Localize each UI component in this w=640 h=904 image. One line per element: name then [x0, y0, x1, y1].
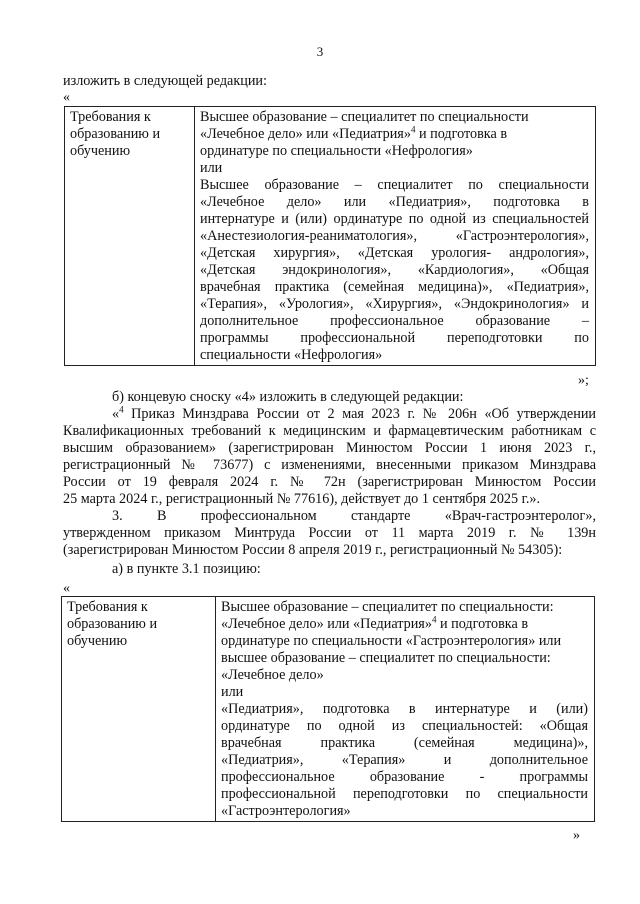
- intro-line: изложить в следующей редакции:: [63, 73, 267, 89]
- table-right-cell: Высшее образование – специалитет по специальности: «Лечебное дело» или «Педиатрия»$^4$ и подготовка в ординатуре по специальности «Гастроэнтерология» или высшее образование – специалитет по специальности: «Лечебное дело» или «Педиатрия», подготовка в интернатуре и (или) ординатуре по одной из специальностей: «Общая врачебная практика (семейная медицина)», «Педиатрия», «Терапия» и дополнительное профессиональное образование - программы профессиональной переподготовки по специальности «Гастроэнтерология»: [216, 597, 595, 822]
- footnote-line-1: «$^4$ Приказ Минздрава России от 2 мая 2023 г. № 206н «Об утверждении: [112, 404, 596, 422]
- line-with-footnote-ref: «Лечебное дело» или «Педиатрия»$^4$ и подготовка в: [200, 124, 508, 142]
- close-quote: »;: [578, 373, 589, 388]
- open-quote: «: [63, 581, 70, 596]
- table-left-cell: Требования к образованию и обучению: [65, 107, 195, 366]
- open-quote: «: [63, 90, 70, 105]
- footnote-line-5: России от 19 февраля 2024 г. № 72н (зарегистрирован Минюстом России: [63, 474, 596, 490]
- table-right-cell: Высшее образование – специалитет по специальности «Лечебное дело» или «Педиатрия»$^4$ и подготовка в ординатуре по специальности «Нефрология» или Высшее образование – специалитет по специальности «Лечебное дело» или «Педиатрия», подготовка в интернатуре и (или) ординатуре по одной из специальностей «Анестезиология-реаниматология», «Гастроэнтерология», «Детская хирургия», «Детская урология- андрология», «Детская эндокринология», «Кардиология», «Общая врачебная практика (семейная медицина)», «Педиатрия», «Терапия», «Урология», «Хирургия», «Эндокринология» и дополнительное профессиональное образование – программы профессиональной переподготовки по специальности «Нефрология»: [195, 107, 596, 366]
- paragraph-a: а) в пункте 3.1 позицию:: [112, 561, 261, 577]
- line-with-footnote-ref: «Лечебное дело» или «Педиатрия»$^4$ и подготовка в: [221, 614, 529, 632]
- requirements-table-gastroenterology: [61, 596, 595, 822]
- item3-line-1: 3. В профессиональном стандарте «Врач-гастроэнтеролог»,: [112, 508, 596, 524]
- page-number: 3: [316, 44, 324, 59]
- footnote-line-6: 25 марта 2024 г., регистрационный № 77616), действует до 1 сентября 2025 г.».: [63, 491, 541, 507]
- item3-line-3: (зарегистрирован Минюстом России 8 апреля 2019 г., регистрационный № 54305):: [63, 542, 563, 558]
- item3-line-2: утвержденном приказом Минтруда России от 11 марта 2019 г. № 139н: [63, 525, 596, 541]
- close-quote: »: [573, 828, 580, 843]
- requirements-table-nephrology: [64, 106, 596, 366]
- footnote-line-4: регистрационный № 73677) с изменениями, внесенными приказом Минздрава: [63, 457, 596, 473]
- paragraph-b: б) концевую сноску «4» изложить в следующей редакции:: [112, 389, 464, 405]
- footnote-line-2: Квалификационных требований к медицинским и фармацевтическим работникам с: [63, 423, 596, 439]
- footnote-line-3: высшим образованием» (зарегистрирован Минюстом России 1 июня 2023 г.,: [63, 440, 596, 456]
- table-left-cell: Требования к образованию и обучению: [62, 597, 216, 822]
